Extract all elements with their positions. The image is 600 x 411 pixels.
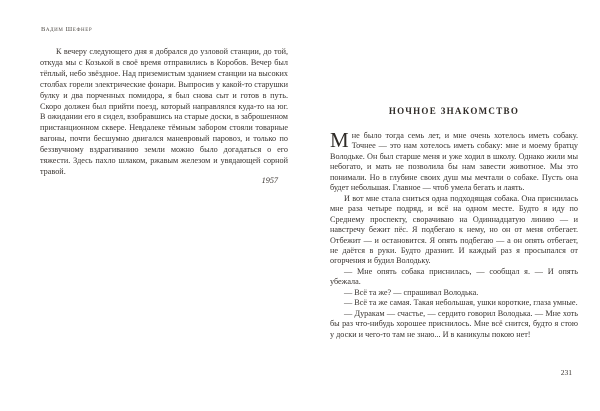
page-number: 231 <box>560 368 572 377</box>
left-page-text-block <box>40 47 288 178</box>
chapter-title: НОЧНОЕ ЗНАКОМСТВО <box>388 106 520 116</box>
left-page-paragraph: К вечеру следующего дня я добрался до узловой станции, до той, откуда мы с Козькой в своё время отправились в Коробов. Вечер был тёплый, небо звёздное. Над приземистым зданием станции на высоких столбах горели электрические фонари. Выпросив у какой-то старушки булку и два порченных помидора, я был снова сыт и готов в путь. Скоро должен был прийти поезд, который направлялся куда-то на юг. В ожидании его я сидел, взобравшись на старые доски, в заброшенном пристанционном сквере. Невдалеке тёмным забором стояли товарные вагоны, почти бесшумно двигался маневровый паровоз, и только по беззвучному вздрагиванию земли можно было догадаться о его тяжести. Здесь пахло шлаком, ржавым железом и увядающей сорной травой. <box>40 47 288 176</box>
dialogue-line: — Дуракам — счастье, — сердито говорил Володька. — Мне хоть бы раз что-нибудь хорошее приснилось. Мне всё снится, будто я стою у доски и чего-то там не знаю... И в каникулы покою нет! <box>330 308 578 339</box>
right-page-text-block <box>330 128 578 340</box>
dialogue-line: — Всё та же? — спрашивал Володька. <box>344 287 479 297</box>
running-header-author: Вадим Шефнер <box>41 26 93 33</box>
drop-cap: М <box>330 128 349 152</box>
paragraph-text: не было тогда семь лет, и мне очень хотелось иметь собаку. Точнее — это нам хотелось иметь собаку: мне и моему братцу Володьке. Он был старше меня и уже ходил в школу. Однако жили мы небогато, и мать не позволила бы нам завести животное. Мы это понимали. Но в глубине своих душ мы мечтали о собаке. Пусть она будет небольшая. Главное — чтоб умела бегать и лаять. <box>330 131 578 193</box>
right-page-paragraph <box>330 128 578 194</box>
story-date: 1957 <box>261 176 278 185</box>
dialogue-line: — Мне опять собака приснилась, — сообщал я. — И опять убежала. <box>330 266 578 287</box>
right-page-paragraph: И вот мне стала сниться одна подходящая собака. Она приснилась мне раза четыре подряд, и всё на одном месте. Будто я иду по Среднему проспекту, сворачиваю на Одиннадцатую линию — и навстречу бежит пёс. Я подбегаю к нему, но он от меня отбегает. Отбежит — и остановится. Я опять подбегаю — а он опять отбегает, не даётся в руки. Будто дразнит. И каждый раз я просыпался от огорчения и будил Володьку. <box>330 193 578 266</box>
dialogue-line: — Всё та же самая. Такая небольшая, ушки короткие, глаза умные. <box>344 298 578 308</box>
